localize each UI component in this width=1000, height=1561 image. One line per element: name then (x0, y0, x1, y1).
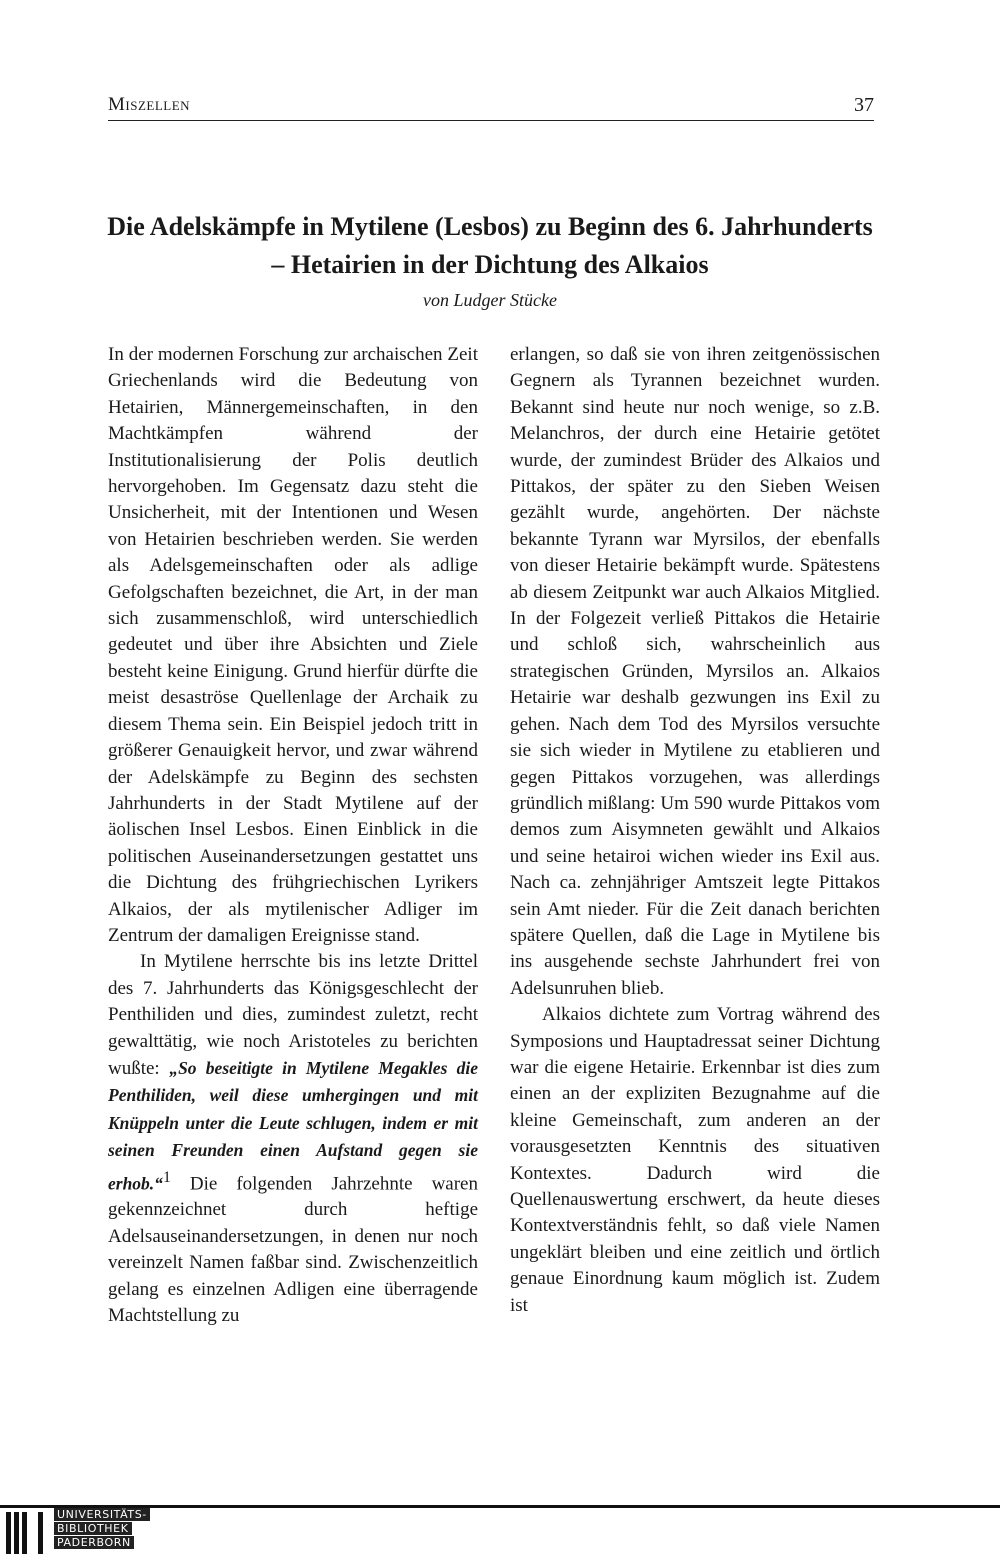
title-line-1: Die Adelskämpfe in Mytilene (Lesbos) zu Beginn des 6. Jahrhunderts (107, 212, 873, 241)
paragraph (108, 949, 478, 1329)
library-name-line: PADERBORN (54, 1536, 134, 1549)
running-head (108, 94, 874, 121)
article-title (100, 208, 880, 284)
title-line-2: – Hetairien in der Dichtung des Alkaios (271, 250, 709, 279)
library-footer (0, 1505, 1000, 1561)
byline: von Ludger Stücke (423, 290, 557, 310)
library-name (54, 1508, 150, 1550)
paragraph-text: Die folgenden Jahrzehnte waren gekennzeichnet durch heftige Adelsauseinandersetzungen, in denen nur noch vereinzelt Namen faßbar sind. Zwischenzeitlich gelang es einzelnen Adligen eine überragende Machtstellung zu (108, 1172, 478, 1326)
left-column (108, 342, 478, 1329)
right-column (510, 342, 880, 1319)
paragraph: Alkaios dichtete zum Vortrag während des Symposions und Hauptadressat seiner Dichtung war die eigene Hetairie. Erkennbar ist dies zum einen an der expliziten Bezugnahme auf die kleine Gemeinschaft, zum anderen an der vorausgesetzten Kenntnis des situativen Kontextes. Dadurch wird die Quellenauswertung erschwert, da heute dieses Kontextverständnis fehlt, so daß viele Namen ungeklärt bleiben und eine zeitlich und örtlich genaue Einordnung kaum möglich ist. Zudem ist (510, 1004, 880, 1316)
library-name-line: UNIVERSITÄTS- (54, 1508, 150, 1521)
paragraph: erlangen, so daß sie von ihren zeitgenössischen Gegnern als Tyrannen bezeichnet wurden. Bekannt sind heute nur noch wenige, so z.B. Melanchros, der durch eine Hetairie getötet wurde, der zumindest Brüder des Alkaios und Pittakos, der später zu den Sieben Weisen gezählt wurde, angehörten. Der nächste bekannte Tyrann war Myrsilos, der ebenfalls von dieser Hetairie bekämpft wurde. Spätestens ab diesem Zeitpunkt war auch Alkaios Mitglied. In der Folgezeit verließ Pittakos die Hetairie und schloß sich, wahrscheinlich aus strategischen Gründen, Myrsilos an. Alkaios Hetairie war deshalb gezwungen ins Exil zu gehen. Nach dem Tod des Myrsilos versuchte sie sich wieder in Mytilene zu etablieren und gegen Pittakos vorzugehen, was allerdings gründlich mißlang: Um 590 wurde Pittakos vom demos zum Aisymneten gewählt und Alkaios und seine hetairoi wichen wieder ins Exil aus. Nach ca. zehnjähriger Amtszeit legte Pittakos sein Amt nieder. Für die Zeit danach berichten spätere Quellen, daß die Lage in Mytilene bis ins ausgehende sechste Jahrhundert frei von Adelsunruhen blieb. (510, 344, 880, 999)
library-name-line: BIBLIOTHEK (54, 1522, 132, 1535)
paragraph-text: In Mytilene herrschte bis ins letzte Drittel des 7. Jahrhunderts das Königsgeschlecht der Penthiliden und dies, zumindest zuletzt, recht gewalttätig, wie noch Aristoteles zu berichten wußte: (108, 951, 478, 1079)
footnote-marker[interactable]: 1 (162, 1168, 171, 1186)
quotation: „So beseitigte in Mytilene Megakles die Penthiliden, weil diese umhergingen und mit Knüppeln unter die Leute schlugen, indem er mit seinen Freunden einen Aufstand gegen sie erhob.“ (108, 1057, 478, 1193)
page-number: 37 (854, 94, 874, 116)
paragraph: In der modernen Forschung zur archaischen Zeit Griechenlands wird die Bedeutung von Hetairien, Männergemeinschaften, in den Machtkämpfen während der Institutionalisierung der Polis deutlich hervorgehoben. Im Gegensatz dazu steht die Unsicherheit, mit der Intentionen und Wesen von Hetairien beschrieben werden. Sie werden als Adelsgemeinschaften oder als adlige Gefolgschaften bezeichnet, die Art, in der man sich zusammenschloß, wird unterschiedlich gedeutet und über ihre Absichten und Ziele besteht keine Einigung. Grund hierfür dürfte die meist desaströse Quellenlage der Archaik zu diesem Thema sein. Ein Beispiel jedoch tritt in größerer Genauigkeit hervor, und zwar während der Adelskämpfe zu Beginn des sechsten Jahrhunderts in der Stadt Mytilene auf der äolischen Insel Lesbos. Einen Einblick in die politischen Auseinandersetzungen gestattet uns die Dichtung des frühgriechischen Lyrikers Alkaios, der als mytilenischer Adliger im Zentrum der damaligen Ereignisse stand. (108, 344, 478, 946)
library-logo-icon (0, 1508, 50, 1561)
section-title: Miszellen (108, 94, 191, 115)
